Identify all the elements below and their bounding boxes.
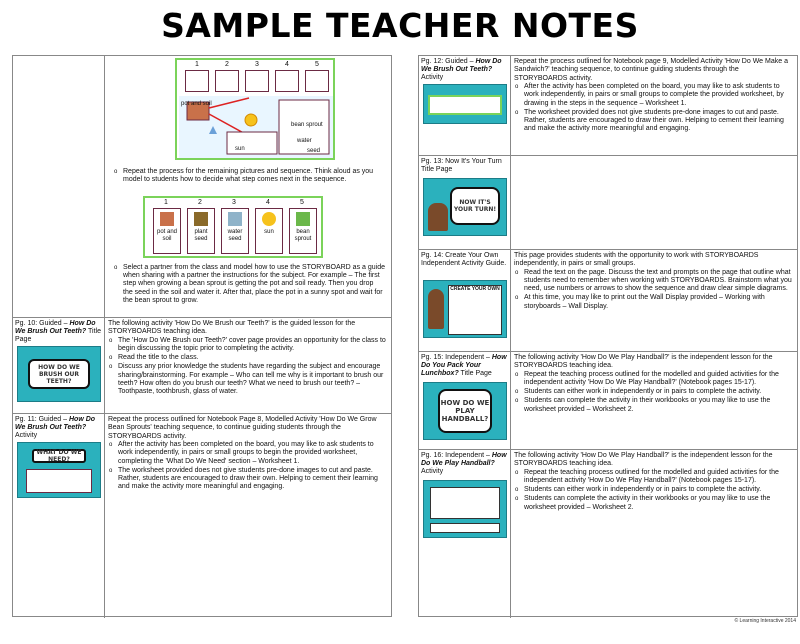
row-page-label: Pg. 14: Create Your Own Independent Activity Guide.	[421, 252, 507, 267]
thumbnail-title: HOW DO WE BRUSH OUR TEETH?	[28, 359, 90, 389]
thumbnail-title: HOW DO WE PLAY HANDBALL?	[438, 389, 492, 433]
monkey-illustration	[428, 289, 444, 329]
instruction-bullet: o After the activity has been completed on the board, you may like to ask students to work independently, in pairs or small groups to complete the provided worksheet, by drawing in the steps in the sequence – Worksheet 1.	[514, 83, 794, 108]
storyboard-bottom	[143, 196, 323, 258]
row-intro: The following activity 'How Do We Play Handball?' is the independent lesson for the STORYBOARDS teaching idea.	[514, 452, 773, 468]
instruction-bullet: o After the activity has been completed on the board, you may like to ask students to work independently, in pairs or small groups to begin the provided worksheet, completing the 'What Do We Need' section – Worksheet 1.	[108, 441, 388, 466]
step-number: 3	[255, 61, 259, 68]
row-page-label: Pg. 16: Independent –	[421, 452, 490, 459]
instruction-bullet: o Repeat the process for the remaining pictures and sequence. Think aloud as you model to students how to decide what step comes next in the sequence.	[113, 168, 385, 184]
step-number: 1	[195, 61, 199, 68]
storyboard-cell: plant seed	[187, 208, 215, 254]
row-page-label: Pg. 13: Now It's Your Turn Title Page	[421, 158, 502, 173]
storyboard-cell: bean sprout	[289, 208, 317, 254]
right-notes-page	[418, 55, 798, 617]
instruction-bullet: o Discuss any prior knowledge the students have regarding the subject and encourage sharing/brainstorming. For example – Who can tell me why is it important to brush our teeth? How often do you brush our teeth? What we need to brush our teeth? – Toothpaste, toothbrush, glass of water.	[108, 363, 388, 396]
slide-thumbnail	[423, 84, 507, 124]
instruction-bullet: o The 'How Do We Brush our Teeth?' cover page provides an opportunity for the class to begin discussing the topic prior to completing the activity.	[108, 337, 388, 353]
instruction-bullet: o Select a partner from the class and model how to use the STORYBOARD as a guide when sharing with a partner the instructions for the subject. For example – The first step when growing a bean sprout is getting the pot and soil ready. Then you drop the seed in the soil and water it. After that, place the pot in a sunny spot and wait for the bean sprout to grow.	[113, 264, 385, 305]
instruction-bullet: o Read the title to the class.	[108, 354, 388, 362]
row-activity-title: How Do We Brush Out Teeth?	[15, 416, 96, 431]
step-number: 4	[266, 199, 270, 206]
instruction-bullet: o Students can either work in independently or in pairs to complete the activity.	[514, 388, 794, 396]
storyboard-cell: water seed	[221, 208, 249, 254]
row-intro: The following activity 'How Do We Brush our Teeth?' is the guided lesson for the STORYBOARDS teaching idea.	[108, 320, 356, 336]
picture-label: bean sprout	[291, 122, 323, 128]
page-title: SAMPLE TEACHER NOTES	[161, 6, 639, 45]
storyboard-slot	[305, 70, 329, 92]
row-subtitle: Activity	[421, 468, 444, 475]
storyboard-slot	[245, 70, 269, 92]
monkey-illustration	[428, 203, 448, 231]
row-page-label: Pg. 15: Independent –	[421, 354, 490, 361]
slide-thumbnail	[423, 178, 507, 236]
thumbnail-title: NOW IT'S YOUR TURN!	[450, 187, 500, 225]
step-number: 4	[285, 61, 289, 68]
instruction-bullet: o Students can complete the activity in their workbooks or you may like to use the worksheet provided – Worksheet 2.	[514, 495, 794, 511]
storyboard-slot	[185, 70, 209, 92]
left-notes-page	[12, 55, 392, 617]
thumbnail-title: WHAT DO WE NEED?	[32, 449, 86, 463]
storyboard-slot	[275, 70, 299, 92]
instruction-bullet: o The worksheet provided does not give students pre-done images to cut and paste. Rather, students are encouraged to draw their own. Helping to cement their learning and make the activity more meaningful and engaging.	[514, 109, 794, 134]
row-intro: The following activity 'How Do We Play Handball?' is the independent lesson for the STORYBOARDS teaching idea.	[514, 354, 773, 370]
storyboard-slot	[215, 70, 239, 92]
storyboard-pictures	[179, 96, 333, 158]
slide-thumbnail	[17, 442, 101, 498]
row-activity-title: How Do We Brush Out Teeth?	[15, 320, 96, 335]
notes-row-pg16	[419, 450, 797, 618]
storyboard-cell: sun	[255, 208, 283, 254]
row-subtitle: Title Page	[460, 370, 492, 377]
row-intro: This page provides students with the opportunity to work with STORYBOARDS independently, in pairs or small groups.	[514, 252, 759, 268]
step-number: 1	[164, 199, 168, 206]
storyboard-top	[175, 58, 335, 160]
thumbnail-title: CREATE YOUR OWN	[448, 285, 502, 335]
step-number: 2	[225, 61, 229, 68]
instruction-bullet: o Repeat the teaching process outlined for the modelled and guided activities for the independent activity 'How Do We Play Handball?' (Notebook pages 15-17).	[514, 371, 794, 387]
copyright-footer: © Learning Interactive 2014	[734, 618, 796, 624]
instruction-bullet: o At this time, you may like to print out the Wall Display provided – Working with storyboards – Wall Display.	[514, 294, 794, 310]
row-intro: Repeat the process outlined for Notebook page 9, Modelled Activity 'How Do We Make a Sandwich?' teaching sequence, to continue guiding students through the STORYBOARDS activity.	[514, 58, 788, 82]
row-page-label: Pg. 10: Guided –	[15, 320, 68, 327]
picture-label: pot and soil	[181, 101, 212, 107]
notes-row-pg10	[13, 318, 391, 414]
notes-row-pg12	[419, 56, 797, 156]
step-number: 3	[232, 199, 236, 206]
instruction-bullet: o Repeat the teaching process outlined for the modelled and guided activities for the independent activity 'How Do We Play Handball?' (Notebook pages 15-17).	[514, 469, 794, 485]
instruction-bullet: o Students can either work in independently or in pairs to complete the activity.	[514, 486, 794, 494]
notes-row-pg13	[419, 156, 797, 250]
step-number: 2	[198, 199, 202, 206]
picture-label: sun	[235, 146, 245, 152]
step-number: 5	[300, 199, 304, 206]
slide-thumbnail	[423, 382, 507, 440]
slide-thumbnail	[17, 346, 101, 402]
row-page-label: Pg. 11: Guided –	[15, 416, 68, 423]
notes-row-pg14	[419, 250, 797, 352]
row-subtitle: Activity	[15, 432, 38, 439]
storyboard-row	[13, 56, 391, 318]
row-intro: Repeat the process outlined for Notebook Page 8, Modelled Activity 'How Do We Grow Bean Sprouts' teaching sequence, to continue guiding students through the STORYBOARDS activity.	[108, 416, 377, 440]
slide-thumbnail	[423, 480, 507, 538]
storyboard-cell: pot and soil	[153, 208, 181, 254]
row-subtitle: Title Page	[15, 328, 101, 343]
notes-row-pg11	[13, 414, 391, 618]
instruction-bullet: o Read the text on the page. Discuss the text and prompts on the page that outline what students need to remember when working with STORYBOARDS. Brainstorm what you need, use numbers or arrows to show the sequence and draw clear simple diagrams.	[514, 269, 794, 294]
picture-label: water	[297, 138, 312, 144]
row-activity-title: How Do We Brush Out Teeth?	[421, 58, 502, 73]
row-subtitle: Activity	[421, 74, 444, 81]
notes-row-pg15	[419, 352, 797, 450]
row-page-label: Pg. 12: Guided –	[421, 58, 474, 65]
row-activity-title: How Do We Play Handball?	[421, 452, 507, 467]
row-activity-title: How Do You Pack Your Lunchbox?	[421, 354, 507, 377]
instruction-bullet: o The worksheet provided does not give students pre-done images to cut and paste. Rather, students are encouraged to draw their own. Helping to cement their learning and make the activity more meaningful and engaging.	[108, 467, 388, 492]
instruction-bullet: o Students can complete the activity in their workbooks or you may like to use the worksheet provided – Worksheet 2.	[514, 397, 794, 413]
slide-thumbnail	[423, 280, 507, 338]
step-number: 5	[315, 61, 319, 68]
picture-label: seed	[307, 148, 321, 154]
